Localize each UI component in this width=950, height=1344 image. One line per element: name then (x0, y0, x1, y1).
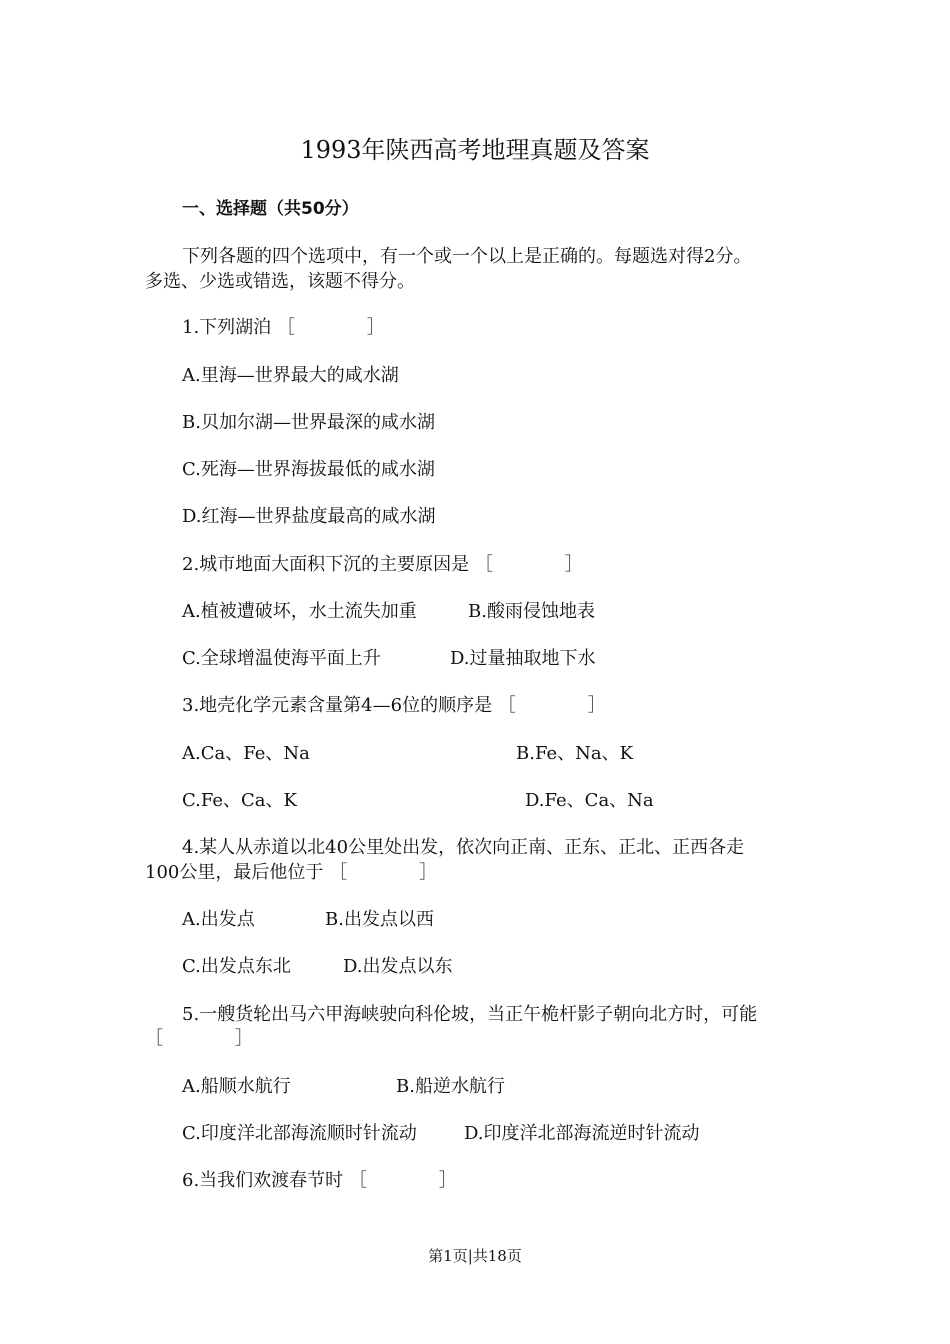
question-3-option-b: B.Fe、Na、K (516, 743, 634, 764)
question-2-option-a: A.植被遭破坏，水土流失加重 (182, 601, 417, 622)
page-footer: 第1页|共18页 (428, 1247, 522, 1265)
instructions-line-1: 下列各题的四个选项中，有一个或一个以上是正确的。每题选对得2分。 (182, 246, 752, 267)
question-1-stem: 1.下列湖泊 ［ ］ (182, 317, 385, 338)
question-5-option-a: A.船顺水航行 (182, 1076, 291, 1097)
question-4-option-d: D.出发点以东 (343, 956, 453, 977)
question-5-option-b: B.船逆水航行 (396, 1076, 505, 1097)
question-1-option-d: D.红海—世界盐度最高的咸水湖 (182, 506, 436, 527)
instructions-line-2: 多选、少选或错选，该题不得分。 (145, 271, 415, 292)
document-title: 1993年陕西高考地理真题及答案 (300, 136, 650, 164)
question-1-option-a: A.里海—世界最大的咸水湖 (182, 365, 399, 386)
question-3-option-c: C.Fe、Ca、K (182, 790, 297, 811)
question-1-option-c: C.死海—世界海拔最低的咸水湖 (182, 459, 435, 480)
question-4-option-c: C.出发点东北 (182, 956, 291, 977)
question-5-option-d: D.印度洋北部海流逆时针流动 (464, 1123, 700, 1144)
question-2-stem: 2.城市地面大面积下沉的主要原因是 ［ ］ (182, 554, 583, 575)
question-4-option-b: B.出发点以西 (325, 909, 434, 930)
question-6-stem: 6.当我们欢渡春节时 ［ ］ (182, 1170, 457, 1191)
question-4-stem-line-2: 100公里，最后他位于 ［ ］ (145, 862, 438, 883)
question-2-option-d: D.过量抽取地下水 (450, 648, 596, 669)
question-3-stem: 3.地壳化学元素含量第4—6位的顺序是 ［ ］ (182, 695, 606, 716)
question-4-stem-line-1: 4.某人从赤道以北40公里处出发，依次向正南、正东、正北、正西各走 (182, 837, 745, 858)
section-heading: 一、选择题（共50分） (182, 199, 359, 219)
question-4-option-a: A.出发点 (182, 909, 255, 930)
question-2-option-c: C.全球增温使海平面上升 (182, 648, 381, 669)
question-3-option-a: A.Ca、Fe、Na (182, 743, 310, 764)
question-3-option-d: D.Fe、Ca、Na (525, 790, 654, 811)
question-5-option-c: C.印度洋北部海流顺时针流动 (182, 1123, 417, 1144)
question-2-option-b: B.酸雨侵蚀地表 (468, 601, 595, 622)
question-5-stem-line-1: 5.一艘货轮出马六甲海峡驶向科伦坡，当正午桅杆影子朝向北方时，可能 (182, 1004, 758, 1025)
question-5-stem-line-2: ［ ］ (145, 1028, 253, 1049)
question-1-option-b: B.贝加尔湖—世界最深的咸水湖 (182, 412, 435, 433)
